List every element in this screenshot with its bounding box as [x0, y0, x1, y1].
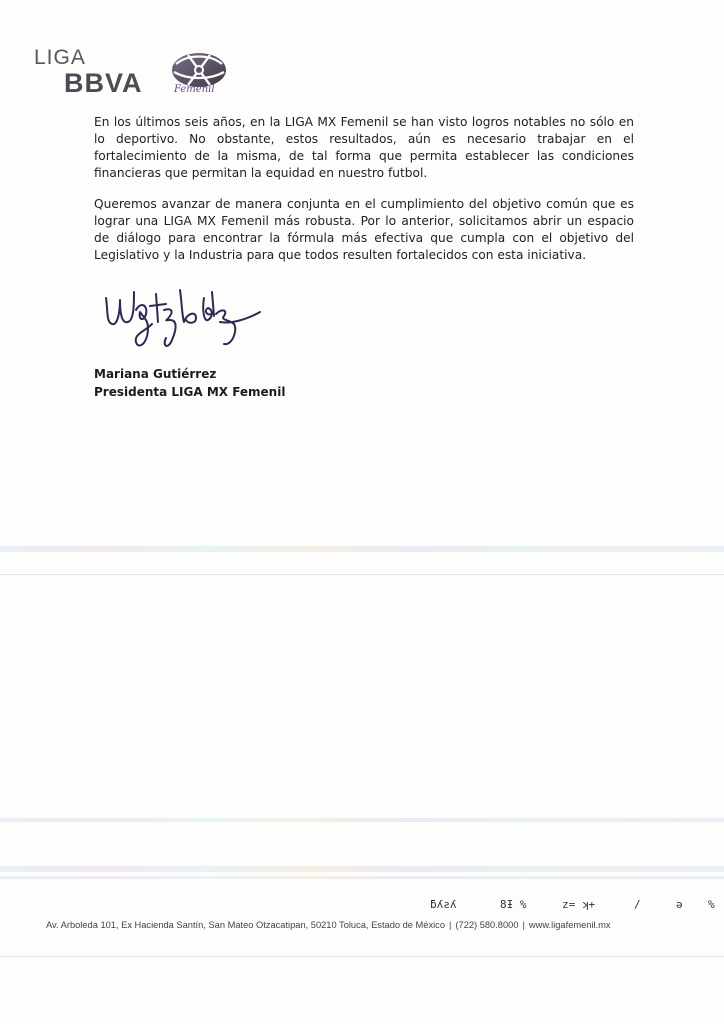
logo-liga-text: LIGA — [34, 46, 86, 69]
signer-name: Mariana Gutiérrez — [94, 367, 217, 381]
bleed-through-mark: 8Ɨ % — [500, 898, 527, 911]
handwritten-signature — [100, 280, 280, 356]
scan-artifact-line — [0, 574, 724, 575]
footer-separator: | — [522, 920, 525, 930]
scan-artifact-band — [0, 818, 724, 822]
letter-body — [94, 114, 634, 278]
footer-website[interactable]: www.ligafemenil.mx — [528, 920, 611, 930]
footer-address: Av. Arboleda 101, Ex Hacienda Santín, San Mateo Otzacatipan, 50210 Toluca, Estado de México — [46, 920, 445, 930]
bleed-through-mark: / — [634, 898, 641, 911]
bleed-through-mark: % — [708, 898, 715, 911]
paragraph-1: En los últimos seis años, en la LIGA MX Femenil se han visto logros notables no sólo en lo deportivo. No obstante, estos resultados, aún es necesario trabajar en el fortalecimiento de la misma, de tal forma que permita establecer las condiciones financieras que permitan la equidad en nuestro futbol. — [94, 115, 634, 180]
logo-bbva-text: BBVA — [64, 68, 143, 98]
footer-divider — [0, 956, 724, 957]
footer-separator: | — [449, 920, 452, 930]
bleed-through-mark: z= ʞ+ — [562, 898, 596, 911]
scan-artifact-band — [0, 866, 724, 872]
signer-block — [94, 365, 285, 401]
footer-phone: (722) 580.8000 — [455, 920, 519, 930]
liga-bbva-femenil-logo — [34, 44, 234, 106]
scan-artifact-band — [0, 546, 724, 552]
scan-artifact-band — [0, 876, 724, 879]
logo-femenil-text: Femenil — [174, 84, 215, 95]
bleed-through-mark: ə — [676, 898, 683, 911]
paragraph-2: Queremos avanzar de manera conjunta en el cumplimiento del objetivo común que es lograr una LIGA MX Femenil más robusta. Por lo anterior, solicitamos abrir un espacio de diálogo para encontrar la fórmula más efectiva que cumpla con el objetivo del Legislativo y la Industria para que todos resulten fortalecidos con esta iniciativa. — [94, 197, 634, 262]
signer-title: Presidenta LIGA MX Femenil — [94, 385, 286, 399]
footer-contact — [46, 920, 686, 930]
bleed-through-mark: ƃʎƨʎ — [430, 898, 457, 911]
